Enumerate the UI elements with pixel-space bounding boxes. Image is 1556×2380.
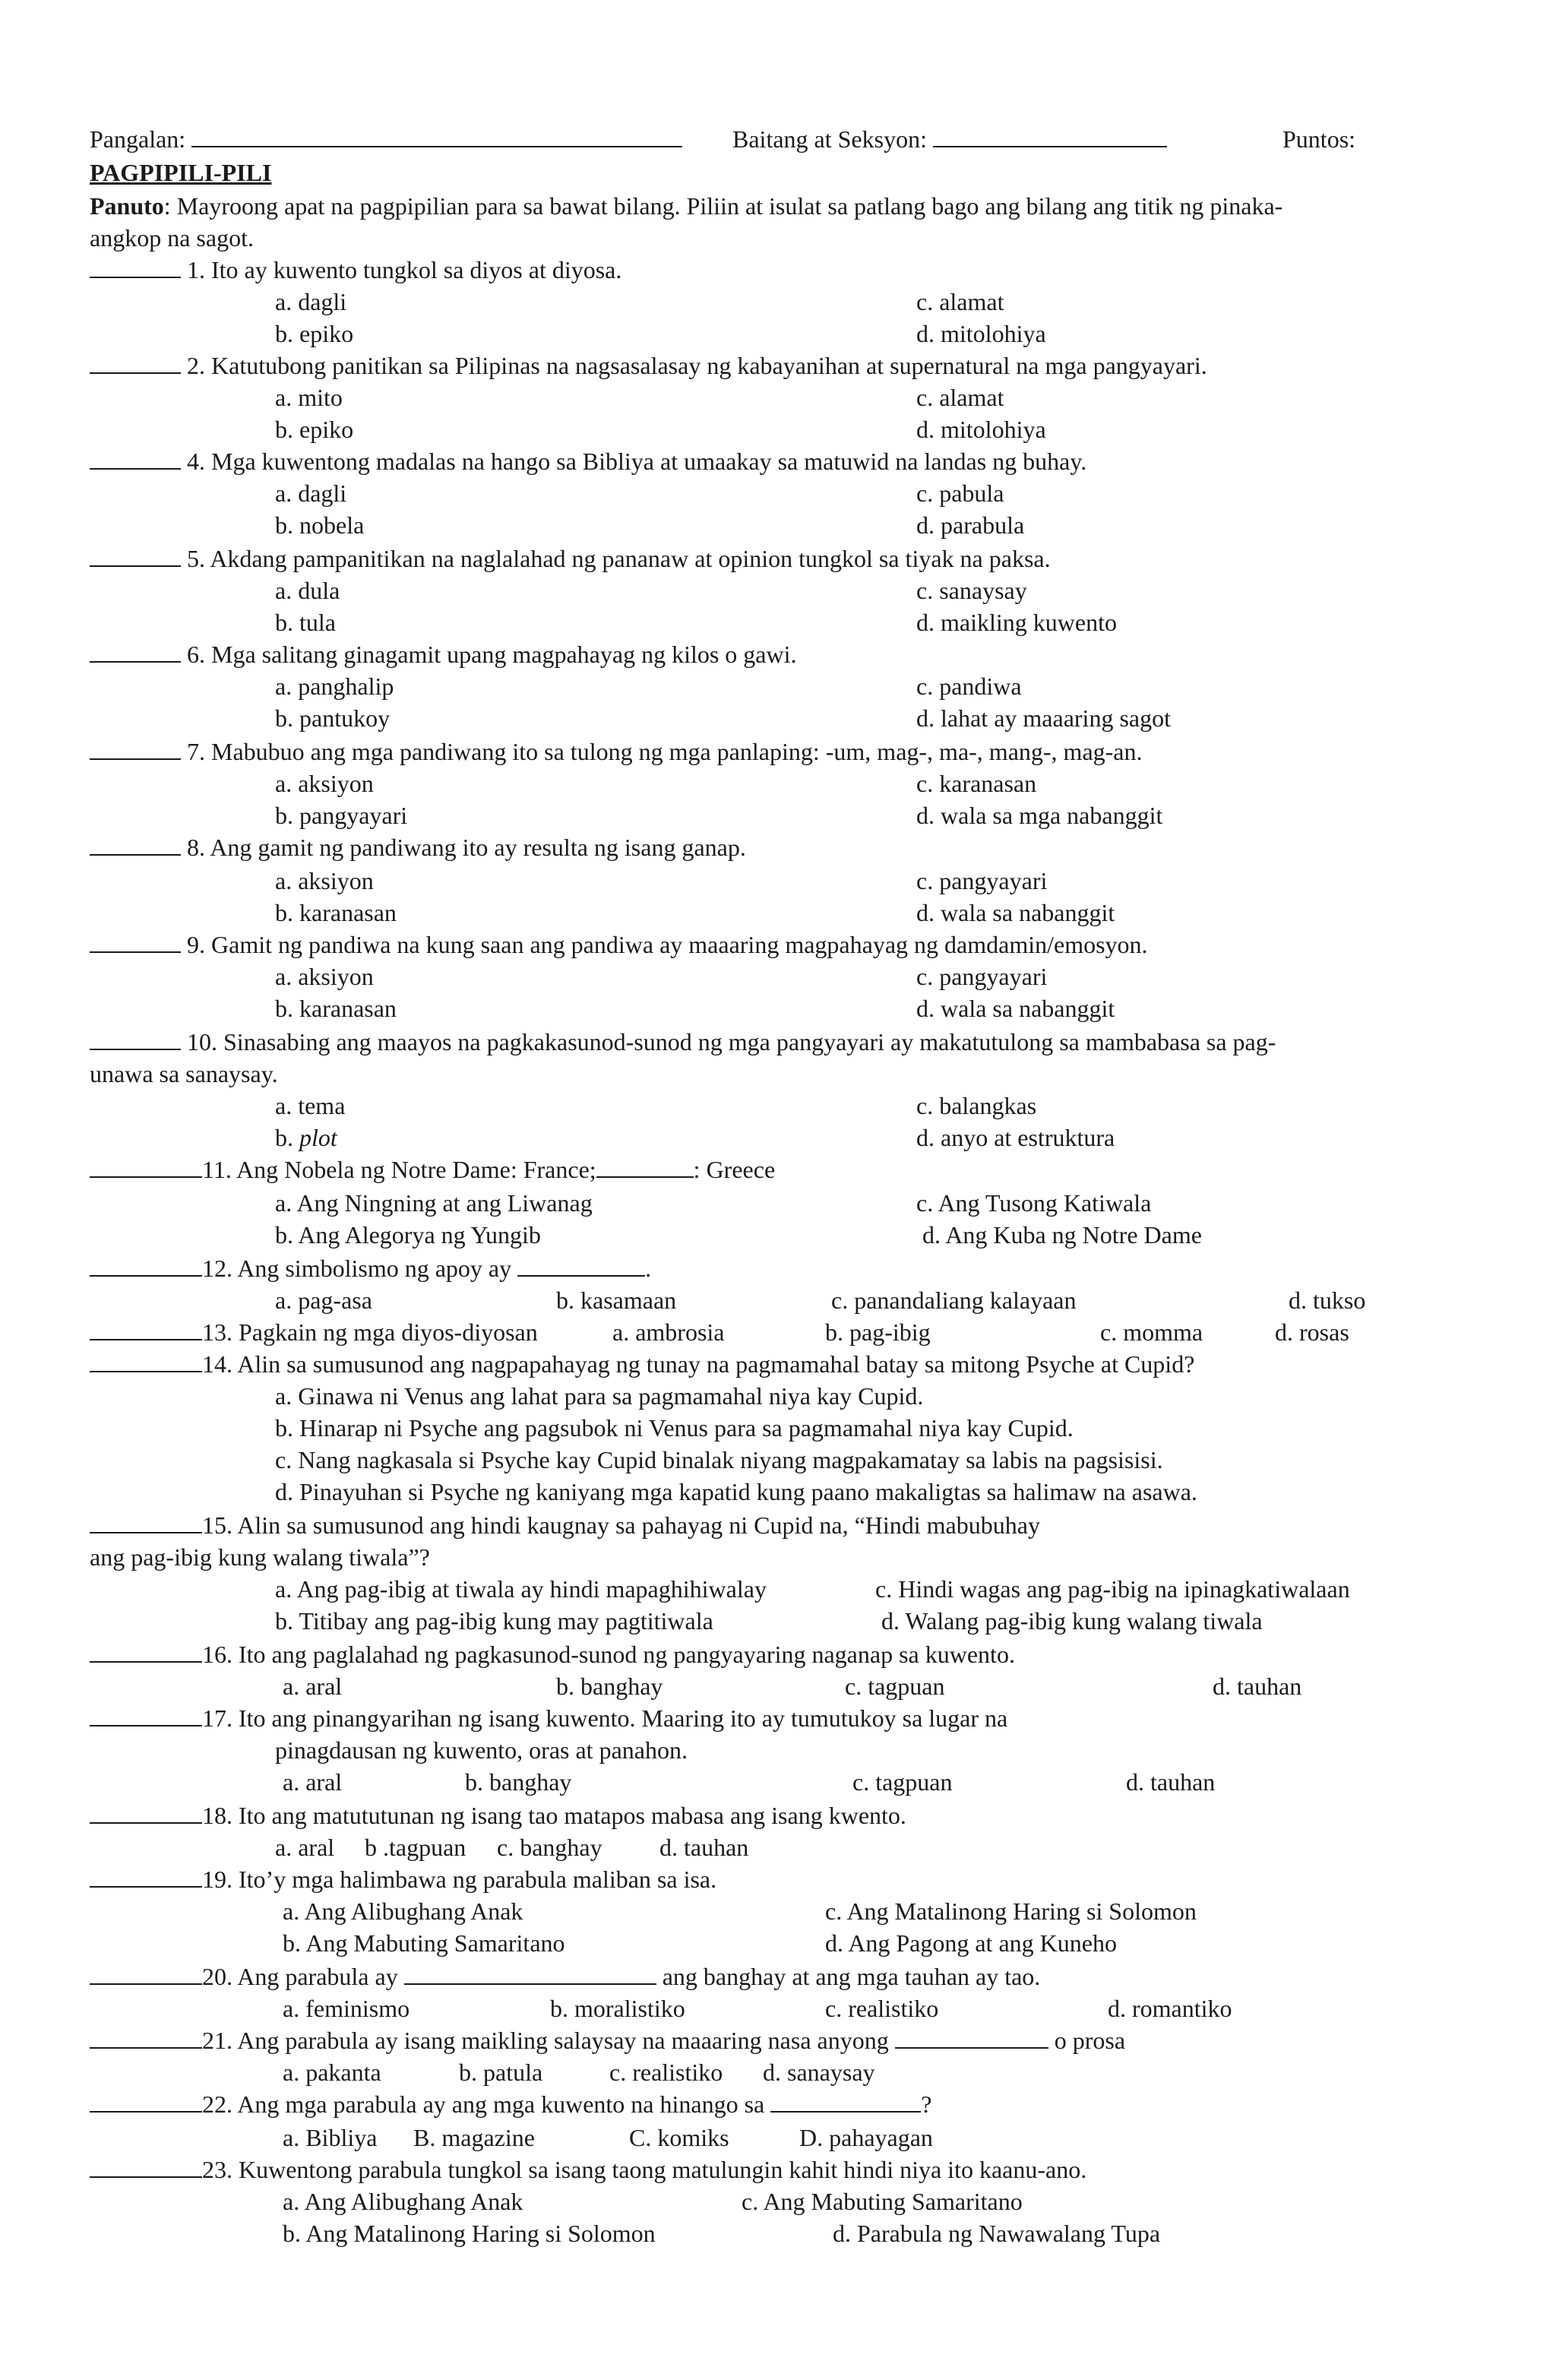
choice-c: c. pandiwa: [916, 673, 1022, 700]
choice-d: D. pahayagan: [799, 2124, 933, 2151]
question-stem: 18. Ito ang matututunan ng isang tao matapos mabasa ang isang kwento.: [202, 1802, 906, 1829]
question-stem: 7. Mabubuo ang mga pandiwang ito sa tulong ng mga panlaping: -um, mag-, ma-, mang-, mag-an.: [187, 738, 1143, 765]
fill-blank[interactable]: [517, 1252, 645, 1277]
choice-b: b. epiko: [275, 320, 354, 347]
question-stem: 19. Ito’y mga halimbawa ng parabula maliban sa isa.: [202, 1866, 717, 1893]
question-9: [90, 929, 1148, 961]
answer-blank[interactable]: [90, 543, 181, 567]
choice-b: b. banghay: [465, 1768, 572, 1796]
choice-a: a. aral: [275, 1834, 335, 1861]
choice-d: d. anyo at estruktura: [916, 1124, 1115, 1151]
choice-a: a. aral: [283, 1673, 343, 1700]
choice-a: a. Bibliya: [283, 2124, 378, 2151]
question-stem: 9. Gamit ng pandiwa na kung saan ang pandiwa ay maaaring magpahayag ng damdamin/emosyon.: [187, 931, 1148, 958]
question-8: [90, 831, 746, 863]
choice-a: a. Ginawa ni Venus ang lahat para sa pagmamahal niya kay Cupid.: [275, 1382, 924, 1410]
answer-blank[interactable]: [90, 1863, 202, 1888]
choice-d: d. Walang pag-ibig kung walang tiwala: [881, 1607, 1263, 1635]
choice-a: a. aksiyon: [275, 963, 374, 990]
fill-blank[interactable]: [895, 2024, 1048, 2049]
choice-d: d. Ang Kuba ng Notre Dame: [922, 1221, 1202, 1249]
choice-a: a. aksiyon: [275, 770, 374, 797]
choice-d: d. romantiko: [1108, 1995, 1232, 2022]
choice-d: d. rosas: [1275, 1318, 1349, 1346]
choice-c: c. alamat: [916, 288, 1004, 315]
choice-d: d. tauhan: [1126, 1768, 1216, 1796]
choice-c: c. sanaysay: [916, 577, 1027, 604]
question-7: [90, 736, 1143, 767]
question-14: [90, 1348, 1194, 1380]
grade-row: [732, 123, 1167, 155]
choice-b: b. patula: [459, 2059, 543, 2086]
question-20: [90, 1961, 1040, 1992]
fill-blank[interactable]: [404, 1961, 656, 1985]
question-1: [90, 254, 621, 286]
question-10: [90, 1026, 1276, 1058]
question-stem: 12. Ang simbolismo ng apoy ay: [202, 1255, 512, 1282]
question-stem: 4. Mga kuwentong madalas na hango sa Bibliya at umaakay sa matuwid na landas ng buhay.: [187, 448, 1087, 475]
question-stem-end: ?: [921, 2090, 932, 2118]
question-stem-continued: unawa sa sanaysay.: [90, 1060, 278, 1087]
fill-blank[interactable]: [770, 2088, 921, 2113]
question-23: [90, 2154, 1086, 2185]
question-5: [90, 543, 1051, 574]
answer-blank[interactable]: [90, 2154, 202, 2178]
question-12: [90, 1252, 651, 1284]
choice-b: b. epiko: [275, 416, 354, 443]
question-stem-continued: ang pag-ibig kung walang tiwala”?: [90, 1543, 430, 1571]
section-title: PAGPIPILI-PILI: [90, 159, 272, 186]
choice-b-prefix: b.: [275, 1124, 299, 1151]
question-13: [90, 1316, 538, 1348]
choice-a: a. feminismo: [283, 1995, 410, 2022]
instructions-line1: [90, 190, 1282, 222]
choice-b: b. kasamaan: [556, 1287, 677, 1314]
question-6: [90, 638, 797, 670]
choice-d: d. mitolohiya: [916, 320, 1046, 347]
choice-a: a. tema: [275, 1092, 346, 1119]
choice-a: a. Ang Alibughang Anak: [283, 2188, 523, 2215]
choice-d: d. maikling kuwento: [916, 609, 1117, 636]
score-row: [1282, 123, 1355, 155]
choice-a: a. ambrosia: [612, 1318, 725, 1346]
answer-blank[interactable]: [90, 1961, 202, 1985]
choice-a: a. dula: [275, 577, 340, 604]
choice-c: c. realistiko: [609, 2059, 723, 2086]
choice-a: a. mito: [275, 384, 343, 411]
question-stem: 23. Kuwentong parabula tungkol sa isang taong matulungin kahit hindi niya ito kaanu-ano.: [202, 2156, 1087, 2183]
question-21: [90, 2024, 1125, 2056]
choice-c: c. realistiko: [825, 1995, 939, 2022]
choice-a: a. dagli: [275, 288, 347, 315]
fill-blank[interactable]: [596, 1154, 694, 1178]
question-18: [90, 1799, 906, 1831]
answer-blank[interactable]: [90, 1348, 202, 1372]
choice-b: b. karanasan: [275, 899, 397, 926]
question-stem: 5. Akdang pampanitikan na naglalahad ng pananaw at opinion tungkol sa tiyak na paksa.: [187, 545, 1051, 572]
choice-c: c. tagpuan: [852, 1768, 953, 1796]
choice-a: a. Ang Ningning at ang Liwanag: [275, 1189, 593, 1217]
choice-a: a. dagli: [275, 479, 347, 507]
choice-c: c. pabula: [916, 479, 1004, 507]
choice-c: c. momma: [1100, 1318, 1203, 1346]
choice-b: b. nobela: [275, 511, 365, 539]
question-stem: 6. Mga salitang ginagamit upang magpahayag ng kilos o gawi.: [187, 641, 797, 668]
choice-c: c. panandaliang kalayaan: [831, 1287, 1077, 1314]
choice-b: [275, 1122, 337, 1154]
choice-c: c. alamat: [916, 384, 1004, 411]
choice-c: c. balangkas: [916, 1092, 1037, 1119]
choice-a: a. pag-asa: [275, 1287, 372, 1314]
question-stem-end: : Greece: [693, 1156, 776, 1183]
choice-b: B. magazine: [413, 2124, 535, 2151]
choice-a: a. Ang Alibughang Anak: [283, 1897, 523, 1925]
choice-d: d. Ang Pagong at ang Kuneho: [825, 1929, 1117, 1957]
question-15: [90, 1509, 1040, 1541]
choice-c: c. Nang nagkasala si Psyche kay Cupid binalak niyang magpakamatay sa labis na pagsisisi.: [275, 1446, 1163, 1473]
answer-blank[interactable]: [90, 2088, 202, 2113]
answer-blank[interactable]: [90, 350, 181, 374]
grade-field[interactable]: [933, 123, 1167, 147]
question-stem-continued: pinagdausan ng kuwento, oras at panahon.: [275, 1736, 688, 1764]
choice-b: b. karanasan: [275, 995, 397, 1022]
answer-blank[interactable]: [90, 1799, 202, 1824]
question-11: [90, 1154, 775, 1185]
choice-b: b. moralistiko: [550, 1995, 685, 2022]
answer-blank[interactable]: [90, 1638, 202, 1663]
answer-blank[interactable]: [90, 1026, 181, 1050]
instructions-text: : Mayroong apat na pagpipilian para sa bawat bilang. Piliin at isulat sa patlang bago ang bilang ang titik ng pinaka-: [163, 192, 1283, 220]
choice-d: d. parabula: [916, 511, 1025, 539]
score-label: Puntos:: [1282, 125, 1356, 153]
instructions-label: Panuto: [90, 192, 164, 220]
question-17: [90, 1702, 1007, 1734]
answer-blank[interactable]: [90, 254, 181, 278]
choice-a: a. Ang pag-ibig at tiwala ay hindi mapaghihiwalay: [275, 1575, 767, 1603]
question-stem: 17. Ito ang pinangyarihan ng isang kuwento. Maaring ito ay tumutukoy sa lugar na: [202, 1704, 1008, 1732]
choice-c: c. Ang Matalinong Haring si Solomon: [825, 1897, 1197, 1925]
choice-c: c. pangyayari: [916, 963, 1048, 990]
grade-label: Baitang at Seksyon:: [732, 125, 927, 153]
choice-a: a. panghalip: [275, 673, 394, 700]
choice-c: c. pangyayari: [916, 867, 1048, 894]
choice-b: b .tagpuan: [365, 1834, 466, 1861]
question-stem-end: .: [645, 1255, 652, 1282]
question-stem: 21. Ang parabula ay isang maikling salaysay na maaaring nasa anyong: [202, 2027, 889, 2054]
choice-a: a. aksiyon: [275, 867, 374, 894]
question-22: [90, 2088, 931, 2120]
question-stem-end: o prosa: [1054, 2027, 1126, 2054]
answer-blank[interactable]: [90, 1702, 202, 1726]
instructions-line2: angkop na sagot.: [90, 224, 254, 252]
answer-blank[interactable]: [90, 638, 181, 663]
question-stem-end: ang banghay at ang mga tauhan ay tao.: [662, 1963, 1041, 1990]
question-2: [90, 350, 1207, 381]
question-stem: 16. Ito ang paglalahad ng pagkasunod-sunod ng pangyayaring naganap sa kuwento.: [202, 1641, 1015, 1668]
question-stem: 11. Ang Nobela ng Notre Dame: France;: [202, 1156, 596, 1183]
choice-b: b. Ang Mabuting Samaritano: [283, 1929, 565, 1957]
choice-d: d. sanaysay: [763, 2059, 875, 2086]
answer-blank[interactable]: [90, 1154, 202, 1178]
choice-c: c. tagpuan: [845, 1673, 945, 1700]
name-field[interactable]: [191, 123, 682, 147]
choice-b: b. Ang Matalinong Haring si Solomon: [283, 2220, 656, 2247]
answer-blank[interactable]: [90, 736, 181, 760]
answer-blank[interactable]: [90, 831, 181, 856]
choice-b-italic: plot: [299, 1124, 337, 1151]
choice-b: b. tula: [275, 609, 336, 636]
question-19: [90, 1863, 716, 1895]
choice-a: a. pakanta: [283, 2059, 381, 2086]
answer-blank[interactable]: [90, 1252, 202, 1277]
choice-d: d. wala sa mga nabanggit: [916, 802, 1163, 829]
choice-b: b. Hinarap ni Psyche ang pagsubok ni Venus para sa pagmamahal niya kay Cupid.: [275, 1414, 1074, 1442]
question-stem: 2. Katutubong panitikan sa Pilipinas na nagsasalasay ng kabayanihan at supernatural na mga pangyayari.: [187, 352, 1207, 379]
answer-blank[interactable]: [90, 1316, 202, 1340]
question-stem: 20. Ang parabula ay: [202, 1963, 398, 1990]
choice-d: d. wala sa nabanggit: [916, 899, 1115, 926]
question-stem: 13. Pagkain ng mga diyos-diyosan: [202, 1318, 538, 1346]
choice-d: d. lahat ay maaaring sagot: [916, 704, 1171, 732]
question-4: [90, 445, 1086, 477]
choice-c: c. Hindi wagas ang pag-ibig na ipinagkatiwalaan: [875, 1575, 1350, 1603]
choice-b: b. pangyayari: [275, 802, 408, 829]
choice-c: C. komiks: [629, 2124, 729, 2151]
question-stem: 1. Ito ay kuwento tungkol sa diyos at diyosa.: [187, 256, 622, 283]
choice-d: d. mitolohiya: [916, 416, 1046, 443]
choice-c: c. Ang Mabuting Samaritano: [742, 2188, 1023, 2215]
choice-b: b. pantukoy: [275, 704, 391, 732]
answer-blank[interactable]: [90, 445, 181, 470]
choice-b: b. Titibay ang pag-ibig kung may pagtitiwala: [275, 1607, 713, 1635]
question-stem: 10. Sinasabing ang maayos na pagkakasunod-sunod ng mga pangyayari ay makatutulong sa mambabasa sa pag-: [187, 1028, 1276, 1055]
choice-d: d. Pinayuhan si Psyche ng kaniyang mga kapatid kung paano makaligtas sa halimaw na asawa.: [275, 1478, 1197, 1505]
choice-c: c. banghay: [497, 1834, 602, 1861]
choice-b: b. Ang Alegorya ng Yungib: [275, 1221, 541, 1249]
question-16: [90, 1638, 1015, 1670]
answer-blank[interactable]: [90, 1509, 202, 1533]
choice-b: b. pag-ibig: [825, 1318, 931, 1346]
question-stem: 22. Ang mga parabula ay ang mga kuwento na hinango sa: [202, 2090, 765, 2118]
question-stem: 15. Alin sa sumusunod ang hindi kaugnay sa pahayag ni Cupid na, “Hindi mabubuhay: [202, 1511, 1040, 1539]
choice-d: d. wala sa nabanggit: [916, 995, 1115, 1022]
answer-blank[interactable]: [90, 929, 181, 953]
choice-b: b. banghay: [556, 1673, 663, 1700]
question-stem: 14. Alin sa sumusunod ang nagpapahayag ng tunay na pagmamahal batay sa mitong Psyche at Cupid?: [202, 1350, 1195, 1378]
choice-a: a. aral: [283, 1768, 343, 1796]
choice-d: d. tauhan: [659, 1834, 749, 1861]
choice-d: d. tukso: [1289, 1287, 1366, 1314]
choice-c: c. karanasan: [916, 770, 1037, 797]
choice-d: d. tauhan: [1213, 1673, 1302, 1700]
choice-d: d. Parabula ng Nawawalang Tupa: [833, 2220, 1161, 2247]
name-row: [90, 123, 682, 155]
answer-blank[interactable]: [90, 2024, 202, 2049]
name-label: Pangalan:: [90, 125, 186, 153]
choice-c: c. Ang Tusong Katiwala: [916, 1189, 1152, 1217]
question-stem: 8. Ang gamit ng pandiwang ito ay resulta ng isang ganap.: [187, 834, 746, 861]
